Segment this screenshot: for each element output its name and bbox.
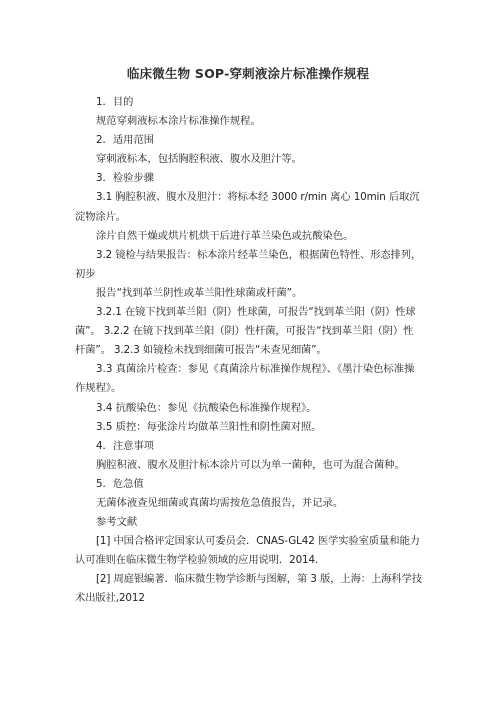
paragraph: 3.1 胸腔积液、腹水及胆汁：将标本经 3000 r/min 离心 10min 后取沉淀物涂片。 [75, 191, 420, 223]
reference-item: [1] 中国合格评定国家认可委员会．CNAS-GL42 医学实验室质量和能力认可准则在临床微生物学检验领域的应用说明．2014. [75, 535, 420, 567]
paragraph: 3.2.1 在镜下找到革兰阳（阴）性球菌，可报告“找到革兰阳（阴）性球菌”。 3.2.2 在镜下找到革兰阳（阴）性杆菌，可报告“找到革兰阳（阴）性杆菌”。 3.2.3 如镜检未找到细菌可报告“未查见细菌”。 [75, 306, 416, 357]
paragraph: 无菌体液查见细菌或真菌均需按危急值报告，并记录。 [96, 496, 344, 509]
paragraph: 3.4 抗酸染色：参见《抗酸染色标准操作规程》。 [96, 401, 317, 414]
paragraph: 规范穿刺液标本涂片标准操作规程。 [96, 115, 261, 128]
section-heading-procedure: 3．检验步骤 [96, 172, 155, 185]
section-heading-critical-values: 5．危急值 [96, 477, 144, 490]
document-body [75, 93, 423, 609]
reference-item: [2] 周庭银编著．临床微生物学诊断与图解，第 3 版，上海：上海科学技术出版社,2012 [75, 573, 422, 605]
section-heading-notes: 4．注意事项 [96, 439, 155, 452]
paragraph: 胸腔积液、腹水及胆汁标本涂片可以为单一菌种，也可为混合菌种。 [96, 458, 405, 471]
document-title: 临床微生物 SOP-穿刺液涂片标准操作规程 [126, 66, 370, 81]
paragraph: 3.2 镜检与结果报告：标本涂片经革兰染色，根据菌色特性、形态排列，初步 [75, 248, 422, 280]
paragraph: 涂片自然干燥或烘片机烘干后进行革兰染色或抗酸染色。 [96, 229, 354, 242]
references-heading: 参考文献 [96, 516, 138, 529]
paragraph: 3.3 真菌涂片检查：参见《真菌涂片标准操作规程》、《墨汁染色标准操作规程》。 [75, 363, 415, 395]
paragraph: 报告“找到革兰阴性或革兰阳性球菌或杆菌”。 [96, 286, 303, 299]
section-heading-scope: 2．适用范围 [96, 134, 155, 147]
paragraph: 3.5 质控：每张涂片均做革兰阳性和阴性菌对照。 [96, 420, 322, 433]
section-heading-purpose: 1．目的 [96, 96, 134, 108]
paragraph: 穿刺液标本，包括胸腔积液、腹水及胆汁等。 [96, 153, 302, 166]
